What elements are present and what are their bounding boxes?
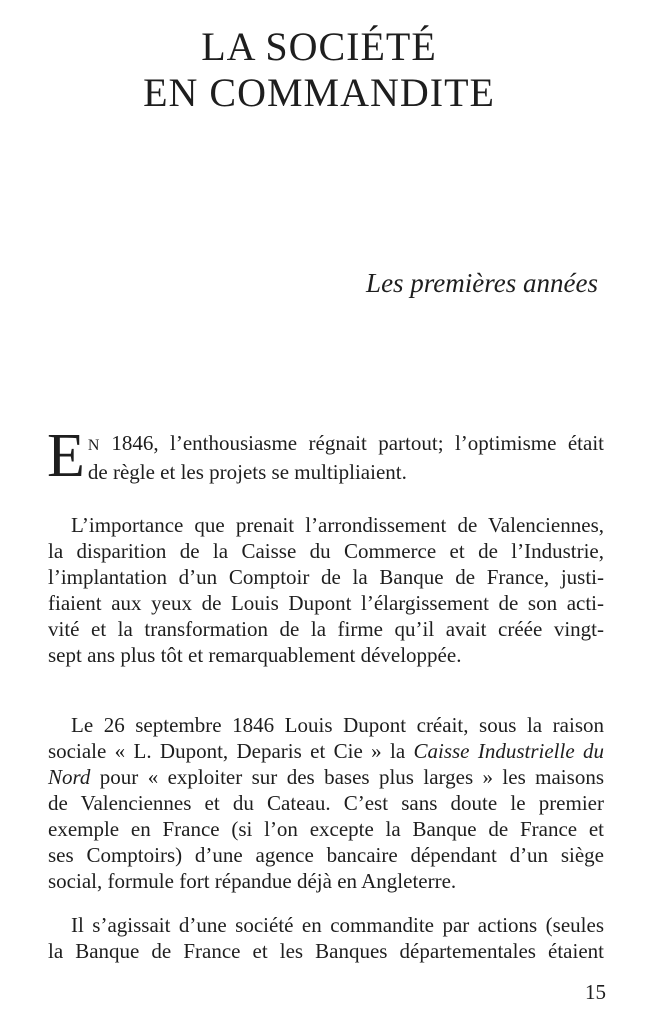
paragraph-1-line-2: de règle et les projets se multipliaient.	[87, 460, 407, 484]
page-number: 15	[585, 980, 606, 1004]
paragraph-2-line-2: la disparition de la Caisse du Commerce et de l’Industrie,	[48, 539, 604, 563]
institution-name-italic: Caisse Industrielle du	[413, 739, 604, 763]
paragraph-3-line-5: exemple en France (si l’on excepte la Banque de France et	[48, 817, 604, 841]
paragraph-3-line-7: social, formule fort répandue déjà en Angleterre.	[48, 869, 457, 893]
paragraph-3-line-6: ses Comptoirs) d’une agence bancaire dépendant d’un siège	[48, 843, 604, 867]
paragraph-3	[48, 712, 604, 894]
paragraph-2-line-4: fiaient aux yeux de Louis Dupont l’élargissement de son acti-	[48, 591, 604, 615]
paragraph-2-line-1: L’importance que prenait l’arrondissement de Valenciennes,	[71, 513, 604, 537]
paragraph-1-line-1	[48, 430, 604, 459]
paragraph-3-line-3-text: pour « exploiter sur des bases plus larges » les maisons	[90, 765, 604, 789]
paragraph-2	[48, 512, 604, 668]
paragraph-2-line-5: vité et la transformation de la firme qu’il avait créée vingt-	[48, 617, 604, 641]
drop-cap: E	[47, 422, 85, 490]
paragraph-3-line-4: de Valenciennes et du Cateau. C’est sans doute le premier	[48, 791, 604, 815]
paragraph-3-line-2	[48, 738, 604, 764]
paragraph-4-line-1: Il s’agissait d’une société en commandite par actions (seules	[71, 913, 604, 937]
small-caps-text: N	[87, 437, 100, 454]
paragraph-3-line-3	[48, 764, 604, 790]
chapter-title-line-1: LA SOCIÉTÉ	[201, 24, 437, 69]
section-subtitle: Les premières années	[366, 268, 598, 298]
paragraph-4-line-2: la Banque de France et les Banques départementales étaient	[48, 939, 604, 963]
paragraph-2-line-3: l’implantation d’un Comptoir de la Banque de France, justi-	[48, 565, 604, 589]
institution-name-italic-end: Nord	[48, 765, 91, 789]
paragraph-1-line-1-text: 1846, l’enthousiasme régnait partout; l’optimisme était	[99, 431, 604, 455]
paragraph-3-line-1: Le 26 septembre 1846 Louis Dupont créait, sous la raison	[71, 713, 604, 737]
paragraph-4	[48, 912, 604, 964]
chapter-title-line-2: EN COMMANDITE	[143, 70, 495, 115]
paragraph-1	[47, 422, 604, 490]
paragraph-2-line-6: sept ans plus tôt et remarquablement développée.	[48, 643, 462, 667]
paragraph-3-line-2-text: sociale « L. Dupont, Deparis et Cie » la	[48, 739, 414, 763]
